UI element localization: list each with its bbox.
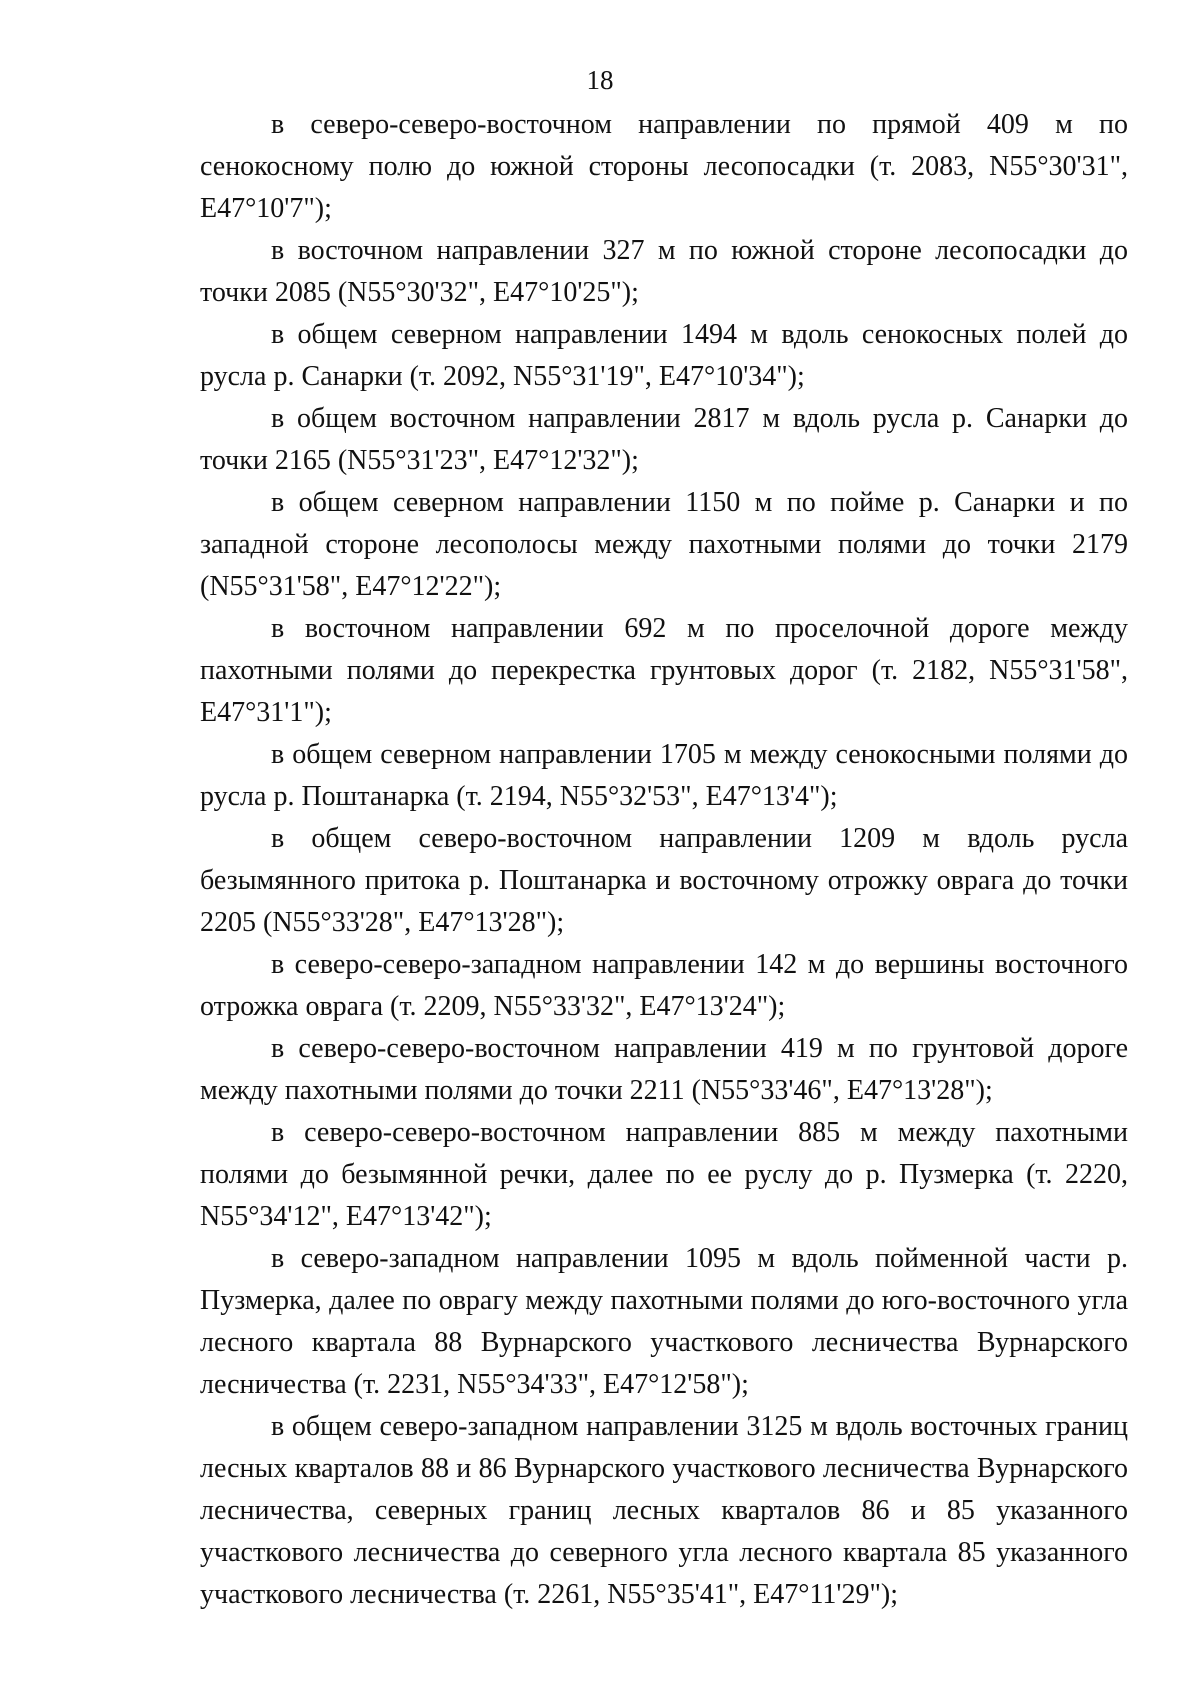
page-number: 18 (586, 65, 614, 95)
paragraph: в северо-северо-западном направлении 142 м до вершины восточного отрожка оврага (т. 2209, N55°33'32", E47°13'24"); (200, 949, 1128, 1022)
paragraph: в северо-западном направлении 1095 м вдоль пойменной части р. Пузмерка, далее по оврагу между пахотными полями до юго-восточного угла лесного квартала 88 Вурнарского участкового лесничества Вурнарского лесничества (т. 2231, N55°34'33", E47°12'58"); (200, 1243, 1128, 1400)
paragraph: в общем северо-восточном направлении 1209 м вдоль русла безымянного притока р. Поштанарка и восточному отрожку оврага до точки 2205 (N55°33'28", E47°13'28"); (200, 823, 1128, 938)
paragraph: в общем северо-западном направлении 3125 м вдоль восточных границ лесных кварталов 88 и 86 Вурнарского участкового лесничества Вурнарского лесничества, северных границ лесных кварталов 86 и 85 указанного участкового лесничества до северного угла лесного квартала 85 указанного участкового лесничества (т. 2261, N55°35'41", E47°11'29"); (200, 1411, 1128, 1610)
paragraph: в северо-северо-восточном направлении 419 м по грунтовой дороге между пахотными полями до точки 2211 (N55°33'46", E47°13'28"); (200, 1033, 1128, 1106)
document-body (200, 104, 1128, 1616)
paragraph: в восточном направлении 692 м по проселочной дороге между пахотными полями до перекрестка грунтовых дорог (т. 2182, N55°31'58", E47°31'1"); (200, 613, 1128, 728)
paragraph: в общем восточном направлении 2817 м вдоль русла р. Санарки до точки 2165 (N55°31'23", E47°12'32"); (200, 403, 1128, 476)
paragraph: в северо-северо-восточном направлении по прямой 409 м по сенокосному полю до южной стороны лесопосадки (т. 2083, N55°30'31", E47°10'7"); (200, 109, 1128, 224)
paragraph: в общем северном направлении 1705 м между сенокосными полями до русла р. Поштанарка (т. 2194, N55°32'53", E47°13'4"); (200, 739, 1128, 812)
paragraph: в восточном направлении 327 м по южной стороне лесопосадки до точки 2085 (N55°30'32", E47°10'25"); (200, 235, 1128, 308)
paragraph: в северо-северо-восточном направлении 885 м между пахотными полями до безымянной речки, далее по ее руслу до р. Пузмерка (т. 2220, N55°34'12", E47°13'42"); (200, 1117, 1128, 1232)
paragraph: в общем северном направлении 1494 м вдоль сенокосных полей до русла р. Санарки (т. 2092, N55°31'19", E47°10'34"); (200, 319, 1128, 392)
paragraph: в общем северном направлении 1150 м по пойме р. Санарки и по западной стороне лесополосы между пахотными полями до точки 2179 (N55°31'58", E47°12'22"); (200, 487, 1128, 602)
